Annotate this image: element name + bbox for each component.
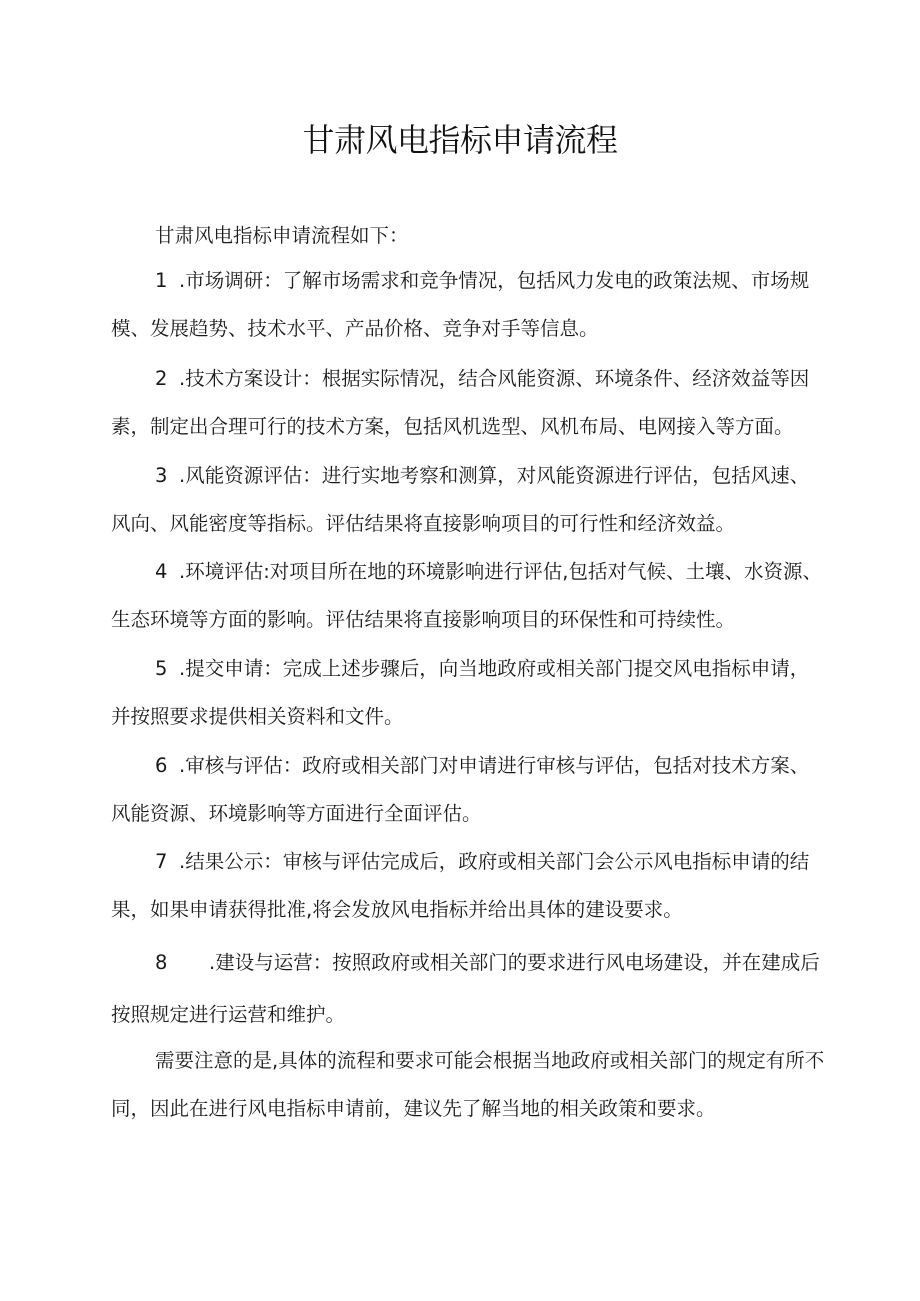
step-number: 2 bbox=[155, 367, 168, 390]
note-paragraph: 需要注意的是,具体的流程和要求可能会根据当地政府或相关部门的规定有所不同，因此在进行风电指标申请前，建议先了解当地的相关政策和要求。 bbox=[111, 1049, 825, 1120]
step-text: .风能资源评估：进行实地考察和测算，对风能资源进行评估，包括风速、风向、风能密度等指标。评估结果将直接影响项目的可行性和经济效益。 bbox=[111, 464, 810, 535]
step-paragraph-1 bbox=[111, 257, 826, 353]
step-paragraph-7 bbox=[111, 838, 826, 934]
step-text: .环境评估:对项目所在地的环境影响进行评估,包括对气候、土壤、水资源、生态环境等方面的影响。评估结果将直接影响项目的环保性和可持续性。 bbox=[111, 560, 822, 631]
step-paragraph-5 bbox=[111, 645, 826, 741]
step-number: 5 bbox=[155, 657, 168, 680]
document-title: 甘肃风电指标申请流程 bbox=[302, 121, 618, 159]
step-text: .建设与运营：按照政府或相关部门的要求进行风电场建设，并在建成后按照规定进行运营和维护。 bbox=[111, 951, 820, 1026]
step-number: 1 bbox=[155, 269, 168, 292]
step-paragraph-3 bbox=[111, 452, 826, 548]
step-paragraph-6 bbox=[111, 742, 826, 838]
step-text: .审核与评估：政府或相关部门对申请进行审核与评估，包括对技术方案、风能资源、环境影响等方面进行全面评估。 bbox=[111, 754, 810, 825]
step-text: .结果公示：审核与评估完成后，政府或相关部门会公示风电指标申请的结果，如果申请获得批准,将会发放风电指标并给出具体的建设要求。 bbox=[111, 850, 810, 921]
step-paragraph-2 bbox=[111, 355, 826, 451]
step-paragraph-8 bbox=[111, 937, 826, 1041]
step-number: 8 bbox=[155, 951, 168, 974]
step-text: .技术方案设计：根据实际情况，结合风能资源、环境条件、经济效益等因素，制定出合理可行的技术方案，包括风机选型、风机布局、电网接入等方面。 bbox=[111, 367, 810, 438]
step-paragraph-4 bbox=[111, 548, 826, 644]
step-number: 7 bbox=[155, 850, 168, 873]
step-number: 6 bbox=[155, 754, 168, 777]
step-text: .提交申请：完成上述步骤后，向当地政府或相关部门提交风电指标申请，并按照要求提供相关资料和文件。 bbox=[111, 657, 810, 728]
step-number: 4 bbox=[155, 560, 168, 583]
intro-paragraph: 甘肃风电指标申请流程如下： bbox=[155, 224, 409, 247]
step-number: 3 bbox=[155, 464, 168, 487]
step-text: .市场调研：了解市场需求和竞争情况，包括风力发电的政策法规、市场规模、发展趋势、技术水平、产品价格、竞争对手等信息。 bbox=[111, 269, 810, 340]
